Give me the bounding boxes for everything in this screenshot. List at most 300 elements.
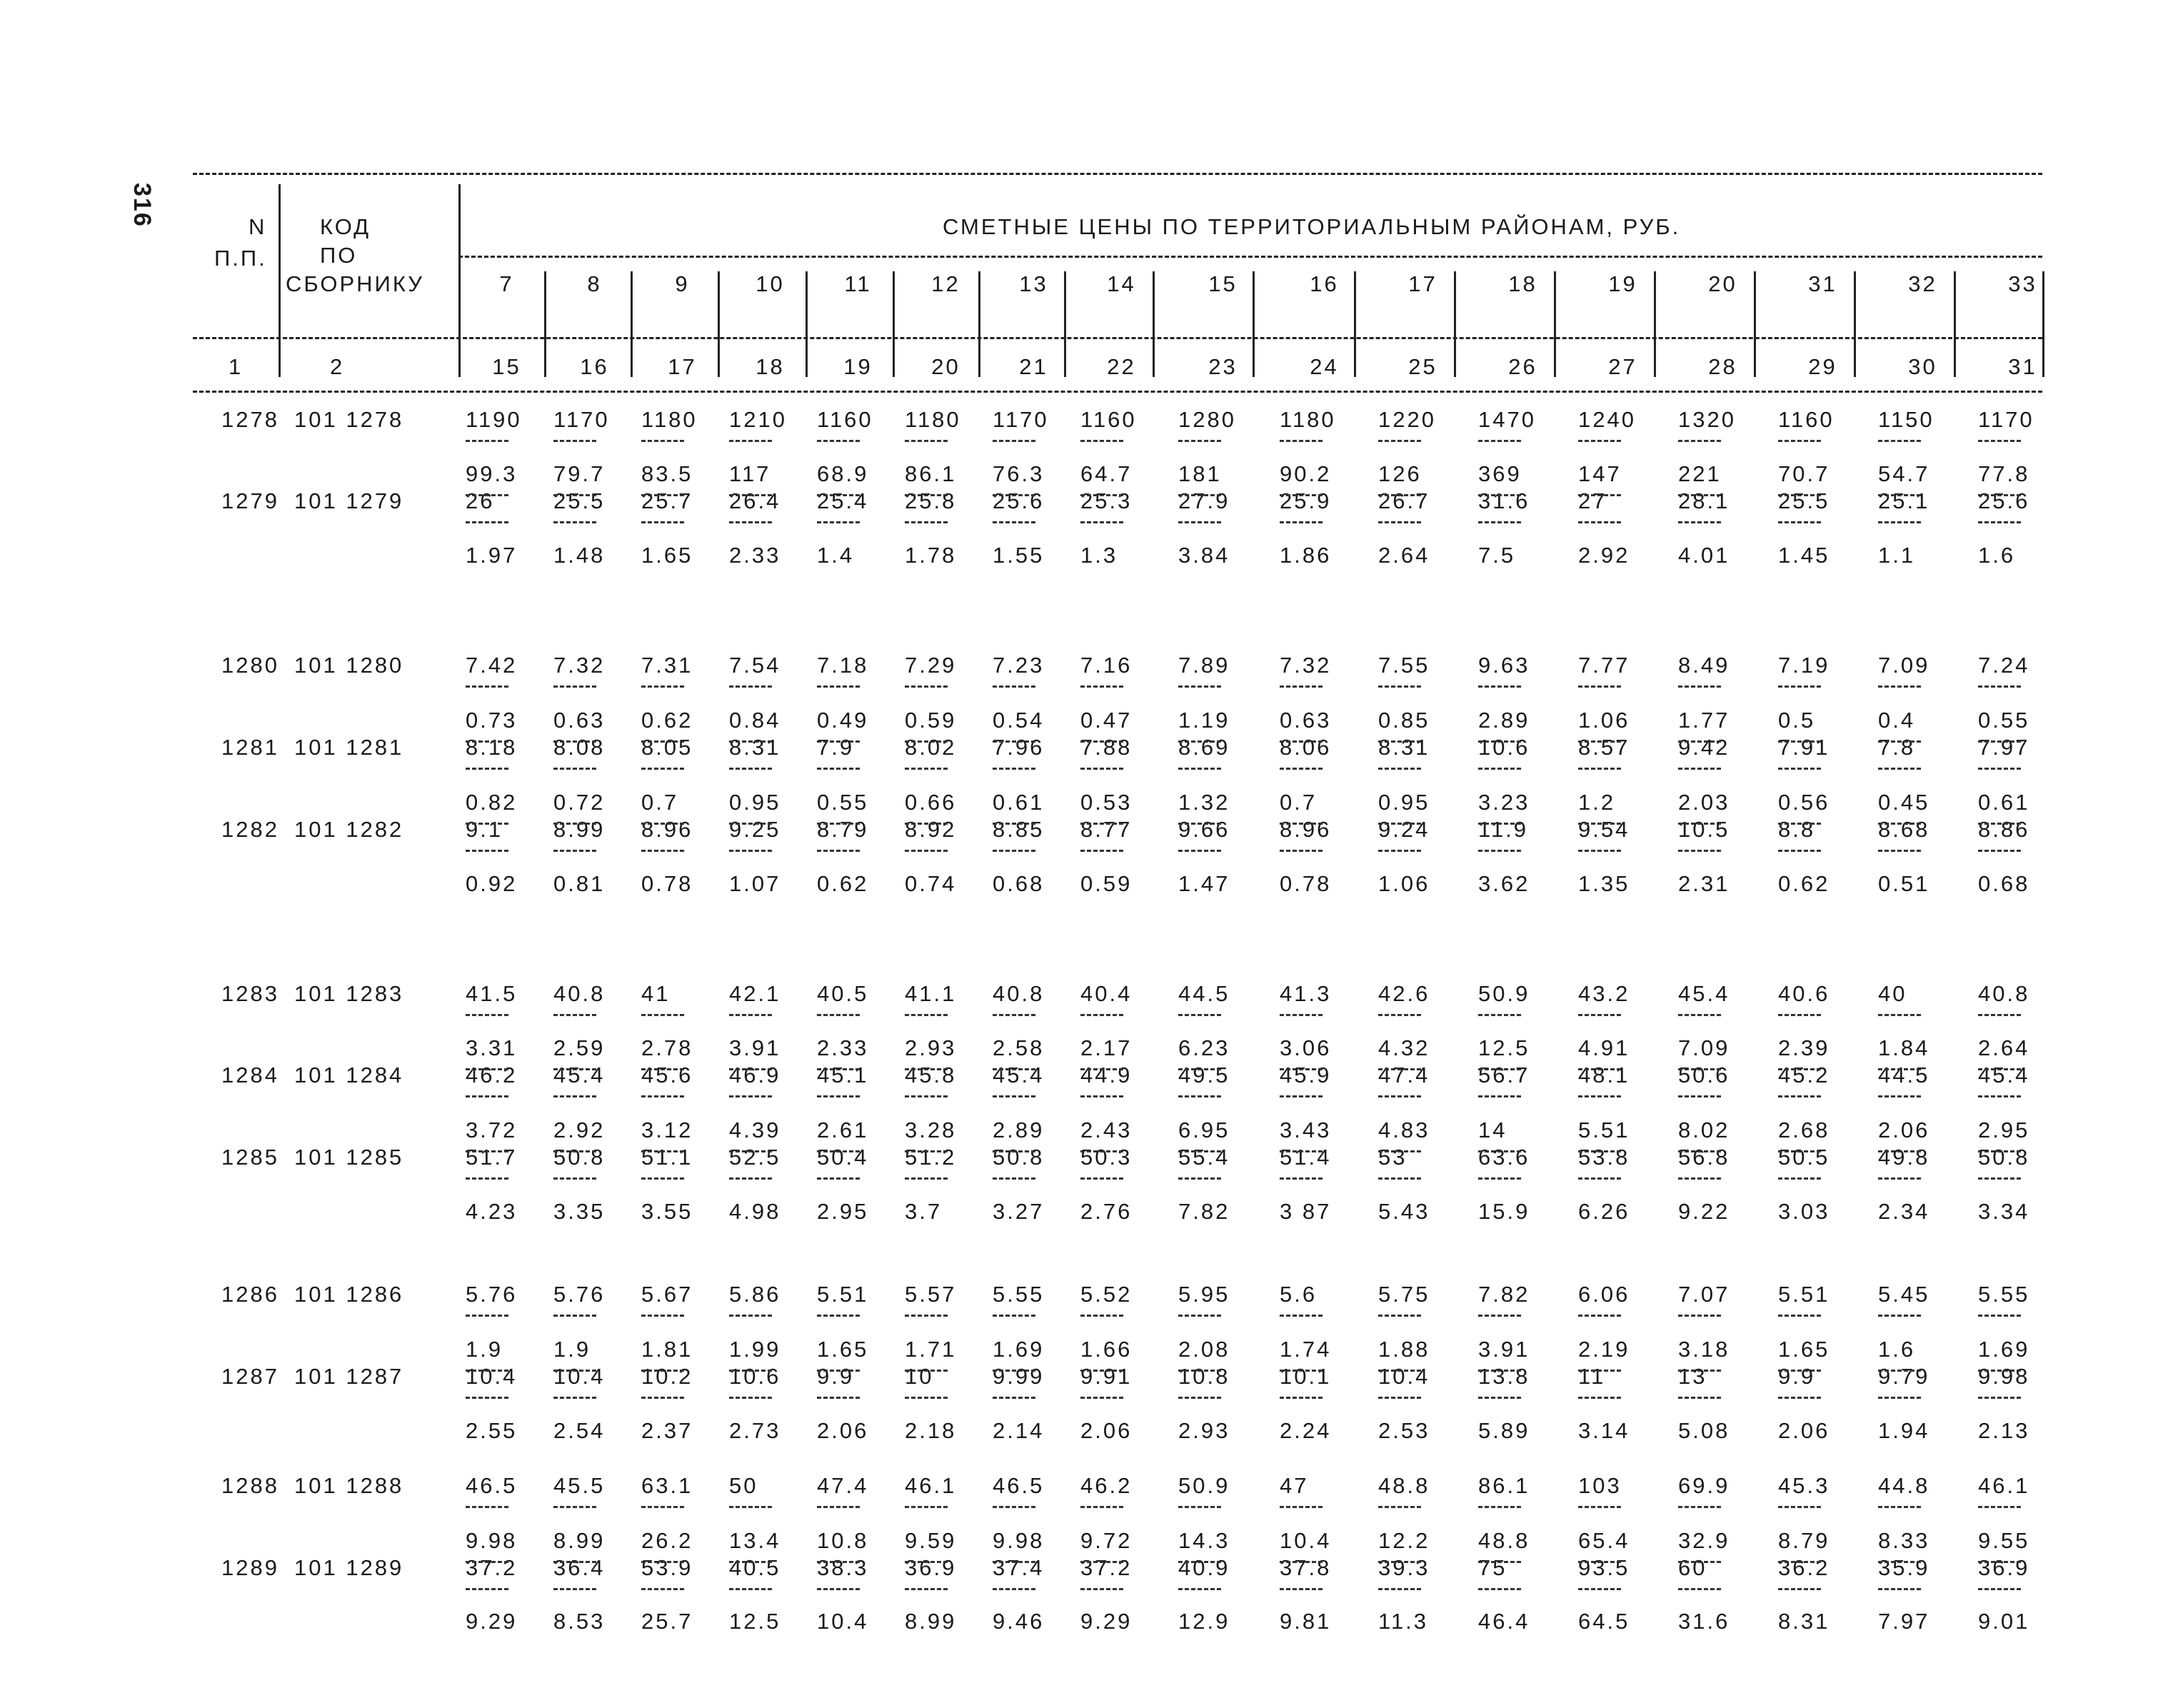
row-code: 101 1279: [294, 488, 404, 513]
price-cell: 1180: [641, 407, 698, 432]
fraction-bar: [466, 1177, 508, 1180]
row-number: 1281: [221, 735, 279, 760]
price-cell: 25.8: [905, 488, 957, 513]
fraction-bar: [1080, 440, 1123, 442]
fraction-bar: [729, 494, 772, 496]
price-cell: 5.51: [1778, 1282, 1830, 1307]
fraction-bar: [817, 768, 860, 770]
fraction-bar: [1878, 685, 1921, 688]
price-cell: 221: [1678, 461, 1722, 486]
price-cell: 2.92: [1578, 543, 1630, 568]
fraction-bar: [466, 1095, 508, 1097]
price-cell: 5.52: [1080, 1282, 1133, 1307]
price-cell: 9.59: [905, 1528, 957, 1553]
price-cell: 42.1: [729, 981, 781, 1006]
price-cell: 9.91: [1080, 1364, 1133, 1389]
price-cell: 0.95: [729, 790, 781, 815]
price-cell: 2.43: [1080, 1117, 1133, 1142]
price-cell: 1.6: [1978, 543, 2016, 568]
fraction-bar: [1080, 1506, 1123, 1508]
fraction-bar: [1978, 494, 2021, 496]
price-cell: 32.9: [1678, 1528, 1730, 1553]
fraction-bar: [466, 1370, 508, 1372]
fraction-bar: [1678, 768, 1721, 770]
fraction-bar: [553, 1068, 596, 1070]
price-cell: 5.67: [641, 1282, 693, 1307]
col-number: 20: [931, 354, 960, 379]
fraction-bar: [1478, 1397, 1521, 1399]
price-cell: 3.06: [1280, 1035, 1332, 1060]
price-cell: 10.4: [1378, 1364, 1430, 1389]
price-cell: 40.8: [1978, 981, 2030, 1006]
price-cell: 8.31: [729, 735, 781, 760]
row-number: 1282: [221, 817, 279, 842]
fraction-bar: [1378, 685, 1421, 688]
price-cell: 90.2: [1280, 461, 1332, 486]
fraction-bar: [1878, 740, 1921, 743]
price-cell: 1.3: [1080, 543, 1118, 568]
price-cell: 36.2: [1778, 1555, 1830, 1580]
price-cell: 50.8: [553, 1145, 606, 1170]
price-cell: 25.7: [641, 1609, 693, 1634]
fraction-bar: [466, 850, 508, 852]
fraction-bar: [1478, 768, 1521, 770]
price-cell: 2.24: [1280, 1418, 1332, 1443]
fraction-bar: [817, 1370, 860, 1372]
fraction-bar: [1178, 440, 1221, 442]
fraction-bar: [817, 521, 860, 523]
region-number: 7: [499, 271, 514, 296]
fraction-bar: [1978, 1315, 2021, 1317]
price-cell: 41.3: [1280, 981, 1332, 1006]
fraction-bar: [1478, 1588, 1521, 1590]
price-cell: 50.3: [1080, 1145, 1133, 1170]
fraction-bar: [993, 1397, 1035, 1399]
col-number: 31: [2008, 354, 2037, 379]
price-cell: 4.23: [466, 1199, 518, 1224]
col-number: 30: [1908, 354, 1937, 379]
price-cell: 0.84: [729, 708, 781, 733]
price-cell: 51.7: [466, 1145, 518, 1170]
fraction-bar: [1280, 740, 1323, 743]
code-label: СБОРНИКУ: [286, 271, 424, 296]
price-cell: 9.98: [466, 1528, 518, 1553]
price-cell: 0.55: [817, 790, 869, 815]
row-code: 101 1280: [294, 653, 404, 678]
fraction-bar: [1080, 1588, 1123, 1590]
fraction-bar: [1178, 1561, 1221, 1563]
fraction-bar: [1778, 768, 1821, 770]
fraction-bar: [905, 685, 948, 688]
fraction-bar: [905, 1315, 948, 1317]
price-cell: 63.6: [1478, 1145, 1530, 1170]
fraction-bar: [1578, 1177, 1621, 1180]
price-cell: 7.31: [641, 653, 693, 678]
col-number: 15: [492, 354, 521, 379]
row-number: 1288: [221, 1473, 279, 1498]
price-cell: 0.61: [993, 790, 1045, 815]
fraction-bar: [466, 1397, 508, 1399]
price-cell: 36.4: [553, 1555, 606, 1580]
fraction-bar: [1080, 850, 1123, 852]
fraction-bar: [1178, 740, 1221, 743]
fraction-bar: [641, 440, 684, 442]
col-number: 19: [843, 354, 873, 379]
fraction-bar: [1978, 685, 2021, 688]
fraction-bar: [1478, 1095, 1521, 1097]
price-cell: 99.3: [466, 461, 518, 486]
fraction-bar: [553, 1315, 596, 1317]
fraction-bar: [553, 850, 596, 852]
fraction-bar: [1378, 740, 1421, 743]
price-cell: 51.4: [1280, 1145, 1332, 1170]
row-number: 1289: [221, 1555, 279, 1580]
fraction-bar: [905, 494, 948, 496]
price-cell: 5.51: [1578, 1117, 1630, 1142]
price-cell: 3.18: [1678, 1337, 1730, 1362]
price-cell: 7.09: [1878, 653, 1930, 678]
price-cell: 53.8: [1578, 1145, 1630, 1170]
price-cell: 1.9: [466, 1337, 503, 1362]
fraction-bar: [1080, 1150, 1123, 1152]
fraction-bar: [993, 1588, 1035, 1590]
price-cell: 2.89: [1478, 708, 1530, 733]
price-cell: 9.79: [1878, 1364, 1930, 1389]
price-cell: 3.12: [641, 1117, 693, 1142]
fraction-bar: [466, 1315, 508, 1317]
fraction-bar: [1678, 521, 1721, 523]
price-cell: 3.43: [1280, 1117, 1332, 1142]
fraction-bar: [1978, 1095, 2021, 1097]
price-cell: 4.98: [729, 1199, 781, 1224]
fraction-bar: [641, 1068, 684, 1070]
row-code: 101 1289: [294, 1555, 404, 1580]
price-cell: 9.99: [993, 1364, 1045, 1389]
fraction-bar: [1578, 1561, 1621, 1563]
fraction-bar: [905, 521, 948, 523]
price-cell: 0.45: [1878, 790, 1930, 815]
fraction-bar: [905, 1095, 948, 1097]
fraction-bar: [729, 1561, 772, 1563]
price-cell: 10.4: [466, 1364, 518, 1389]
price-cell: 44.8: [1878, 1473, 1930, 1498]
fraction-bar: [993, 494, 1035, 496]
price-cell: 9.24: [1378, 817, 1430, 842]
fraction-bar: [729, 1177, 772, 1180]
price-cell: 0.7: [641, 790, 679, 815]
fraction-bar: [1080, 823, 1123, 825]
price-cell: 8.02: [905, 735, 957, 760]
price-cell: 40.8: [553, 981, 606, 1006]
price-cell: 27.9: [1178, 488, 1230, 513]
price-cell: 8.85: [993, 817, 1045, 842]
price-cell: 2.06: [817, 1418, 869, 1443]
price-cell: 8.96: [1280, 817, 1332, 842]
fraction-bar: [553, 1588, 596, 1590]
fraction-bar: [905, 850, 948, 852]
price-cell: 1.71: [905, 1337, 957, 1362]
price-cell: 49.8: [1878, 1145, 1930, 1170]
fraction-bar: [817, 823, 860, 825]
price-cell: 1.35: [1578, 871, 1630, 896]
price-cell: 0.81: [553, 871, 606, 896]
fraction-bar: [1280, 1561, 1323, 1563]
fraction-bar: [993, 1095, 1035, 1097]
fraction-bar: [1778, 1370, 1821, 1372]
fraction-bar: [466, 823, 508, 825]
price-cell: 41.5: [466, 981, 518, 1006]
fraction-bar: [1080, 768, 1123, 770]
price-cell: 1160: [1080, 407, 1137, 432]
fraction-bar: [905, 823, 948, 825]
price-cell: 2.95: [817, 1199, 869, 1224]
price-cell: 0.54: [993, 708, 1045, 733]
fraction-bar: [1878, 1561, 1921, 1563]
fraction-bar: [466, 685, 508, 688]
fraction-bar: [1280, 823, 1323, 825]
price-cell: 147: [1578, 461, 1622, 486]
price-cell: 7.88: [1080, 735, 1133, 760]
header-rule: [193, 337, 2042, 339]
fraction-bar: [993, 850, 1035, 852]
price-cell: 2.59: [553, 1035, 606, 1060]
price-cell: 8.06: [1280, 735, 1332, 760]
fraction-bar: [1978, 1397, 2021, 1399]
fraction-bar: [1178, 1095, 1221, 1097]
price-cell: 7.19: [1778, 653, 1830, 678]
price-cell: 45.1: [817, 1063, 869, 1087]
price-cell: 45.6: [641, 1063, 693, 1087]
fraction-bar: [817, 1315, 860, 1317]
price-cell: 9.29: [1080, 1609, 1133, 1634]
fraction-bar: [1578, 768, 1621, 770]
fraction-bar: [1280, 1370, 1323, 1372]
price-cell: 7.96: [993, 735, 1045, 760]
fraction-bar: [1878, 823, 1921, 825]
price-cell: 2.18: [905, 1418, 957, 1443]
price-cell: 60: [1678, 1555, 1707, 1580]
price-cell: 37.2: [1080, 1555, 1133, 1580]
fraction-bar: [1478, 494, 1521, 496]
row-code: 101 1281: [294, 735, 404, 760]
price-cell: 12.9: [1178, 1609, 1230, 1634]
fraction-bar: [466, 1014, 508, 1016]
fraction-bar: [1778, 521, 1821, 523]
price-cell: 2.37: [641, 1418, 693, 1443]
fraction-bar: [729, 1506, 772, 1508]
col-number: 26: [1508, 354, 1537, 379]
fraction-bar: [1778, 850, 1821, 852]
price-cell: 7.09: [1678, 1035, 1730, 1060]
fraction-bar: [817, 1588, 860, 1590]
fraction-bar: [641, 823, 684, 825]
price-cell: 25.6: [993, 488, 1045, 513]
price-cell: 55.4: [1178, 1145, 1230, 1170]
fraction-bar: [1178, 1397, 1221, 1399]
price-cell: 79.7: [553, 461, 606, 486]
price-cell: 46.2: [466, 1063, 518, 1087]
fraction-bar: [553, 768, 596, 770]
price-cell: 1.69: [993, 1337, 1045, 1362]
fraction-bar: [1578, 440, 1621, 442]
fraction-bar: [1978, 521, 2021, 523]
price-cell: 53: [1378, 1145, 1407, 1170]
price-cell: 53.9: [641, 1555, 693, 1580]
fraction-bar: [641, 1561, 684, 1563]
price-cell: 2.93: [1178, 1418, 1230, 1443]
fraction-bar: [1280, 850, 1323, 852]
price-cell: 45.4: [553, 1063, 606, 1087]
price-cell: 45.9: [1280, 1063, 1332, 1087]
fraction-bar: [1478, 1370, 1521, 1372]
price-cell: 7.24: [1978, 653, 2030, 678]
fraction-bar: [1678, 494, 1721, 496]
price-cell: 3.91: [1478, 1337, 1530, 1362]
fraction-bar: [1778, 1095, 1821, 1097]
price-cell: 4.01: [1678, 543, 1730, 568]
fraction-bar: [729, 685, 772, 688]
fraction-bar: [553, 1014, 596, 1016]
fraction-bar: [1478, 1315, 1521, 1317]
fraction-bar: [1178, 685, 1221, 688]
price-cell: 49.5: [1178, 1063, 1230, 1087]
price-cell: 40.8: [993, 981, 1045, 1006]
row-number: 1284: [221, 1063, 279, 1087]
price-cell: 10.4: [817, 1609, 869, 1634]
fraction-bar: [1178, 850, 1221, 852]
price-cell: 7.82: [1478, 1282, 1530, 1307]
price-cell: 44.9: [1080, 1063, 1133, 1087]
price-cell: 7.18: [817, 653, 869, 678]
fraction-bar: [1080, 494, 1123, 496]
fraction-bar: [1280, 494, 1323, 496]
price-cell: 5.08: [1678, 1418, 1730, 1443]
price-cell: 7.91: [1778, 735, 1830, 760]
price-cell: 0.55: [1978, 708, 2030, 733]
fraction-bar: [553, 823, 596, 825]
price-cell: 369: [1478, 461, 1522, 486]
price-cell: 6.23: [1178, 1035, 1230, 1060]
price-cell: 7.5: [1478, 543, 1516, 568]
price-cell: 1470: [1478, 407, 1536, 432]
price-cell: 8.33: [1878, 1528, 1930, 1553]
fraction-bar: [1678, 823, 1721, 825]
price-cell: 2.34: [1878, 1199, 1930, 1224]
fraction-bar: [466, 768, 508, 770]
price-cell: 1240: [1578, 407, 1636, 432]
fraction-bar: [1978, 1014, 2021, 1016]
price-cell: 12.5: [1478, 1035, 1530, 1060]
price-cell: 65.4: [1578, 1528, 1630, 1553]
fraction-bar: [1478, 823, 1521, 825]
price-cell: 75: [1478, 1555, 1507, 1580]
fraction-bar: [1280, 1068, 1323, 1070]
fraction-bar: [905, 1506, 948, 1508]
price-cell: 10.2: [641, 1364, 693, 1389]
price-cell: 51.2: [905, 1145, 957, 1170]
price-cell: 2.64: [1978, 1035, 2030, 1060]
price-cell: 40.9: [1178, 1555, 1230, 1580]
price-cell: 0.62: [1778, 871, 1830, 896]
fraction-bar: [1080, 1370, 1123, 1372]
fraction-bar: [1178, 521, 1221, 523]
fraction-bar: [1878, 1370, 1921, 1372]
price-cell: 1.06: [1578, 708, 1630, 733]
price-cell: 7.16: [1080, 653, 1133, 678]
price-cell: 45.4: [993, 1063, 1045, 1087]
fraction-bar: [1778, 1561, 1821, 1563]
region-number: 9: [675, 271, 690, 296]
code-label: ПО: [320, 243, 358, 268]
price-cell: 2.33: [817, 1035, 869, 1060]
fraction-bar: [1378, 1397, 1421, 1399]
price-cell: 10.4: [553, 1364, 606, 1389]
fraction-bar: [641, 1177, 684, 1180]
price-cell: 3.31: [466, 1035, 518, 1060]
region-number: 11: [844, 271, 872, 296]
col-number: 28: [1708, 354, 1737, 379]
fraction-bar: [1178, 1588, 1221, 1590]
price-cell: 45.4: [1978, 1063, 2030, 1087]
fraction-bar: [1280, 1588, 1323, 1590]
fraction-bar: [1578, 521, 1621, 523]
price-cell: 25.9: [1280, 488, 1332, 513]
price-cell: 5.6: [1280, 1282, 1318, 1307]
fraction-bar: [1478, 740, 1521, 743]
fraction-bar: [1578, 1150, 1621, 1152]
fraction-bar: [1978, 1150, 2021, 1152]
region-number: 13: [1019, 271, 1048, 296]
fraction-bar: [1678, 1068, 1721, 1070]
fraction-bar: [1878, 1150, 1921, 1152]
fraction-bar: [1978, 1068, 2021, 1070]
price-cell: 50.9: [1478, 981, 1530, 1006]
fraction-bar: [1478, 440, 1521, 442]
fraction-bar: [641, 1150, 684, 1152]
price-cell: 1.97: [466, 543, 518, 568]
fraction-bar: [1578, 494, 1621, 496]
region-number: 31: [1808, 271, 1837, 296]
price-cell: 2.06: [1778, 1418, 1830, 1443]
price-cell: 1.45: [1778, 543, 1830, 568]
row-code: 101 1284: [294, 1063, 404, 1087]
price-cell: 2.95: [1978, 1117, 2030, 1142]
fraction-bar: [905, 1370, 948, 1372]
price-cell: 40.5: [729, 1555, 781, 1580]
price-cell: 1.66: [1080, 1337, 1133, 1362]
header-rule: [193, 173, 2042, 175]
price-cell: 8.68: [1878, 817, 1930, 842]
fraction-bar: [1878, 1095, 1921, 1097]
price-cell: 1.74: [1280, 1337, 1332, 1362]
col-number: 17: [668, 354, 697, 379]
fraction-bar: [1678, 1150, 1721, 1152]
region-number: 12: [931, 271, 960, 296]
price-cell: 7.42: [466, 653, 518, 678]
pp-label: П.П.: [214, 246, 267, 271]
price-cell: 7.97: [1878, 1609, 1930, 1634]
price-cell: 10.1: [1280, 1364, 1332, 1389]
price-cell: 63.1: [641, 1473, 693, 1498]
fraction-bar: [553, 440, 596, 442]
price-cell: 1160: [1778, 407, 1835, 432]
fraction-bar: [1178, 1177, 1221, 1180]
fraction-bar: [1878, 494, 1921, 496]
price-cell: 10.6: [1478, 735, 1530, 760]
fraction-bar: [466, 1068, 508, 1070]
price-cell: 68.9: [817, 461, 869, 486]
fraction-bar: [729, 521, 772, 523]
